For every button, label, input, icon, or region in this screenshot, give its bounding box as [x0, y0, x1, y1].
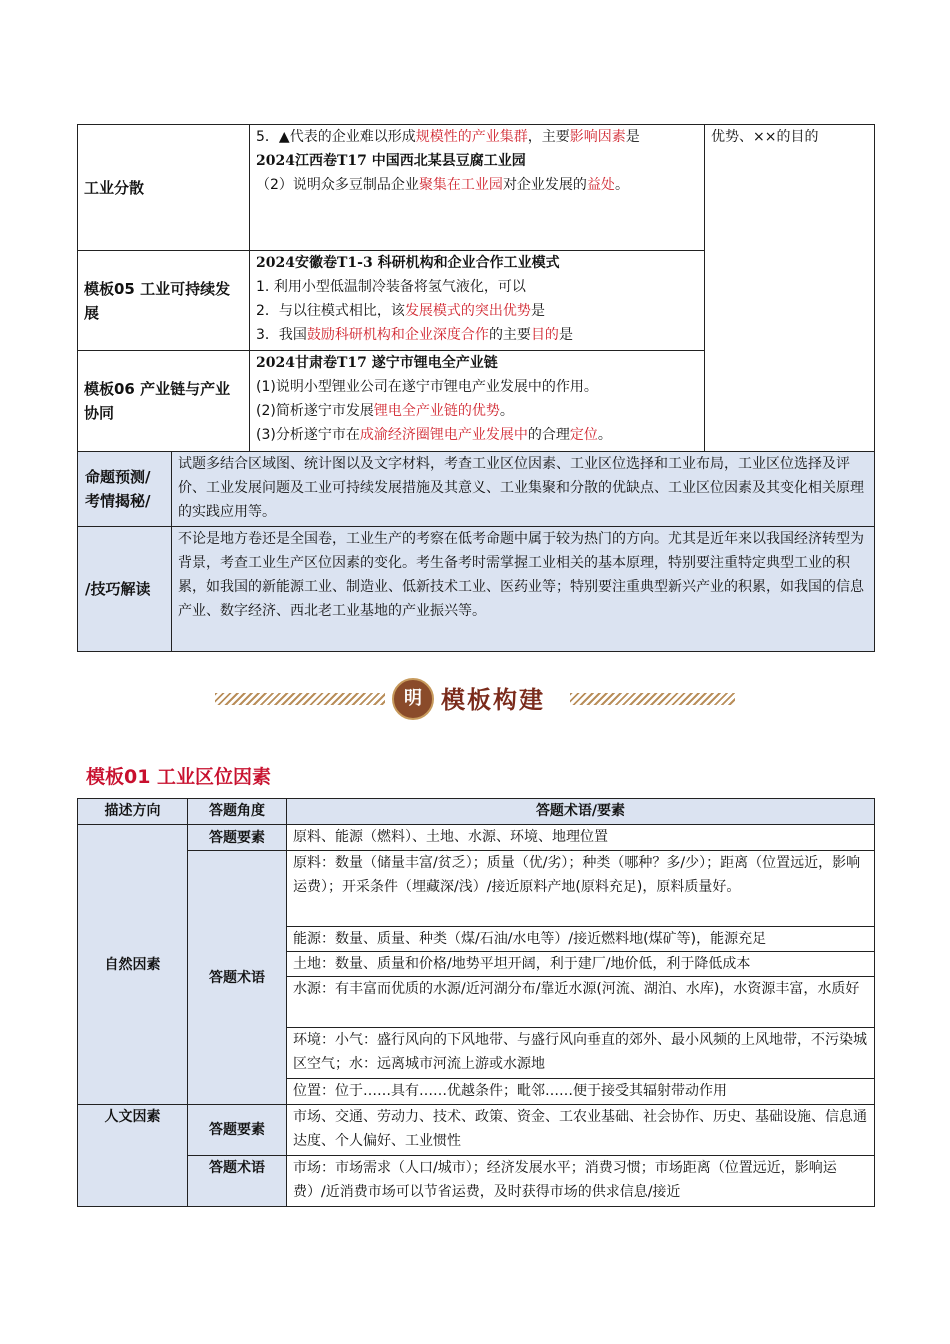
human-term-market: 市场：市场需求（人口/城市）；经济发展水平；消费习惯；市场距离（位置远近，影响运费）/近消费市场可以节省运费，及时获得市场的供求信息/接近: [287, 1156, 875, 1207]
gansu-q3-text: (3)分析遂宁市在: [256, 427, 360, 443]
q5-highlight-2: 影响因素: [569, 129, 626, 145]
anhui-q2-text-2: 是: [530, 303, 545, 319]
gansu-q3-text-2: 的合理: [527, 427, 570, 443]
tips-label: /技巧解读: [78, 527, 172, 652]
location-factors-table: [77, 798, 875, 1207]
jiangxi-highlight-2: 益处: [586, 177, 615, 193]
gansu-q3-highlight: 成渝经济圈锂电产业发展中: [359, 427, 528, 443]
row-content-dispersion: [250, 125, 705, 251]
jiangxi-q2-text-3: 。: [614, 177, 629, 193]
q5-text-2: ，主要: [527, 129, 570, 145]
natural-term-environment: 环境：小气：盛行风向的下风地带、与盛行风向垂直的郊外、最小风频的上风地带，不污染城区空气；水：远离城市河流上游或水源地: [287, 1028, 875, 1079]
anhui-title: 2024安徽卷T1-3 科研机构和企业合作工业模式: [256, 255, 560, 271]
natural-elements-label: 答题要素: [188, 825, 287, 851]
anhui-q3-text: 3．我国: [256, 327, 307, 343]
gansu-q3-highlight-2: 定位: [569, 427, 598, 443]
q5-text: 5．▲代表的企业难以形成: [256, 129, 416, 145]
natural-term-location: 位置：位于……具有……优越条件；毗邻……便于接受其辐射带动作用: [287, 1079, 875, 1105]
natural-terms-label: 答题术语: [188, 851, 287, 1105]
anhui-q3-text-3: 是: [558, 327, 573, 343]
header-angle: 答题角度: [188, 799, 287, 825]
gansu-q3-text-3: 。: [597, 427, 612, 443]
forecast-label: 命题预测/考情揭秘/: [78, 452, 172, 527]
section-banner: [0, 678, 950, 718]
gansu-q2-text-2: 。: [499, 403, 514, 419]
banner-title: 模板构建: [441, 685, 545, 714]
top-table: [77, 124, 875, 652]
gansu-q2-highlight: 锂电全产业链的优势: [373, 403, 500, 419]
gansu-q2-text: (2)简析遂宁市发展: [256, 403, 374, 419]
q5-highlight-1: 规模性的产业集群: [415, 129, 528, 145]
natural-term-land: 土地：数量、质量和价格/地势平坦开阔，利于建厂/地价低，利于降低成本: [287, 952, 875, 977]
row-content-template06: [250, 351, 705, 452]
human-terms-label: 答题术语: [188, 1156, 287, 1207]
jiangxi-q2-text: （2）说明众多豆制品企业: [256, 177, 419, 193]
gansu-q1: (1)说明小型锂业公司在遂宁市锂电产业发展中的作用。: [256, 379, 598, 395]
natural-factors-label: 自然因素: [78, 825, 188, 1105]
right-column-note: 优势、××的目的: [705, 125, 875, 452]
q5-text-3: 是: [625, 129, 640, 145]
jiangxi-q2-text-2: 对企业发展的: [502, 177, 587, 193]
anhui-q2-text: 2．与以往模式相比，该: [256, 303, 405, 319]
anhui-q1: 1. 利用小型低温制冷装备将氢气液化，可以: [256, 279, 526, 295]
banner-stripes-right: [570, 693, 735, 705]
human-elements-label: 答题要素: [188, 1105, 287, 1156]
natural-term-water: 水源：有丰富而优质的水源/近河湖分布/靠近水源(河流、湖泊、水库)，水资源丰富，水质好: [287, 977, 875, 1028]
jiangxi-title: 2024江西卷T17 中国西北某县豆腐工业园: [256, 153, 526, 169]
banner-badge-icon: 明: [392, 678, 434, 720]
tips-text: 不论是地方卷还是全国卷，工业生产的考察在低考命题中属于较为热门的方向。尤其是近年来以我国经济转型为背景，考查工业生产区位因素的变化。考生备考时需掌握工业相关的基本原理，特别要注重特定典型工业的积累，如我国的新能源工业、制造业、低新技术工业、医药业等；特别要注重典型新兴产业的积累，如我国的信息产业、数字经济、西北老工业基地的产业振兴等。: [172, 527, 875, 652]
banner-stripes-left: [215, 693, 385, 705]
row-content-template05: [250, 251, 705, 351]
natural-elements-text: 原料、能源（燃料）、土地、水源、环境、地理位置: [287, 825, 875, 851]
jiangxi-highlight-1: 聚集在工业园: [418, 177, 503, 193]
row-label-dispersion: 工业分散: [78, 125, 250, 251]
header-direction: 描述方向: [78, 799, 188, 825]
anhui-q3-text-2: 的主要: [488, 327, 531, 343]
natural-term-raw-material: 原料：数量（储量丰富/贫乏）；质量（优/劣）；种类（哪种？多/少）；距离（位置远近，影响运费）；开采条件（埋藏深/浅）/接近原料产地(原料充足)，原料质量好。: [287, 851, 875, 927]
gansu-title: 2024甘肃卷T17 遂宁市锂电全产业链: [256, 355, 498, 371]
human-elements-text: 市场、交通、劳动力、技术、政策、资金、工农业基础、社会协作、历史、基础设施、信息通达度、个人偏好、工业惯性: [287, 1105, 875, 1156]
forecast-text: 试题多结合区域图、统计图以及文字材料，考查工业区位因素、工业区位选择和工业布局，工业区位选择及评价、工业发展问题及工业可持续发展措施及其意义、工业集聚和分散的优缺点、工业区位因素及其变化相关原理的实践应用等。: [172, 452, 875, 527]
anhui-q3-highlight: 鼓励科研机构和企业深度合作: [306, 327, 489, 343]
anhui-q3-highlight-2: 目的: [530, 327, 559, 343]
row-label-template06: 模板06 产业链与产业协同: [78, 351, 250, 452]
natural-term-energy: 能源：数量、质量、种类（煤/石油/水电等）/接近燃料地(煤矿等)，能源充足: [287, 927, 875, 952]
header-terms: 答题术语/要素: [287, 799, 875, 825]
section-title: 模板01 工业区位因素: [86, 766, 272, 788]
row-label-template05: 模板05 工业可持续发展: [78, 251, 250, 351]
anhui-q2-highlight: 发展模式的突出优势: [404, 303, 531, 319]
human-factors-label: 人文因素: [78, 1105, 188, 1207]
